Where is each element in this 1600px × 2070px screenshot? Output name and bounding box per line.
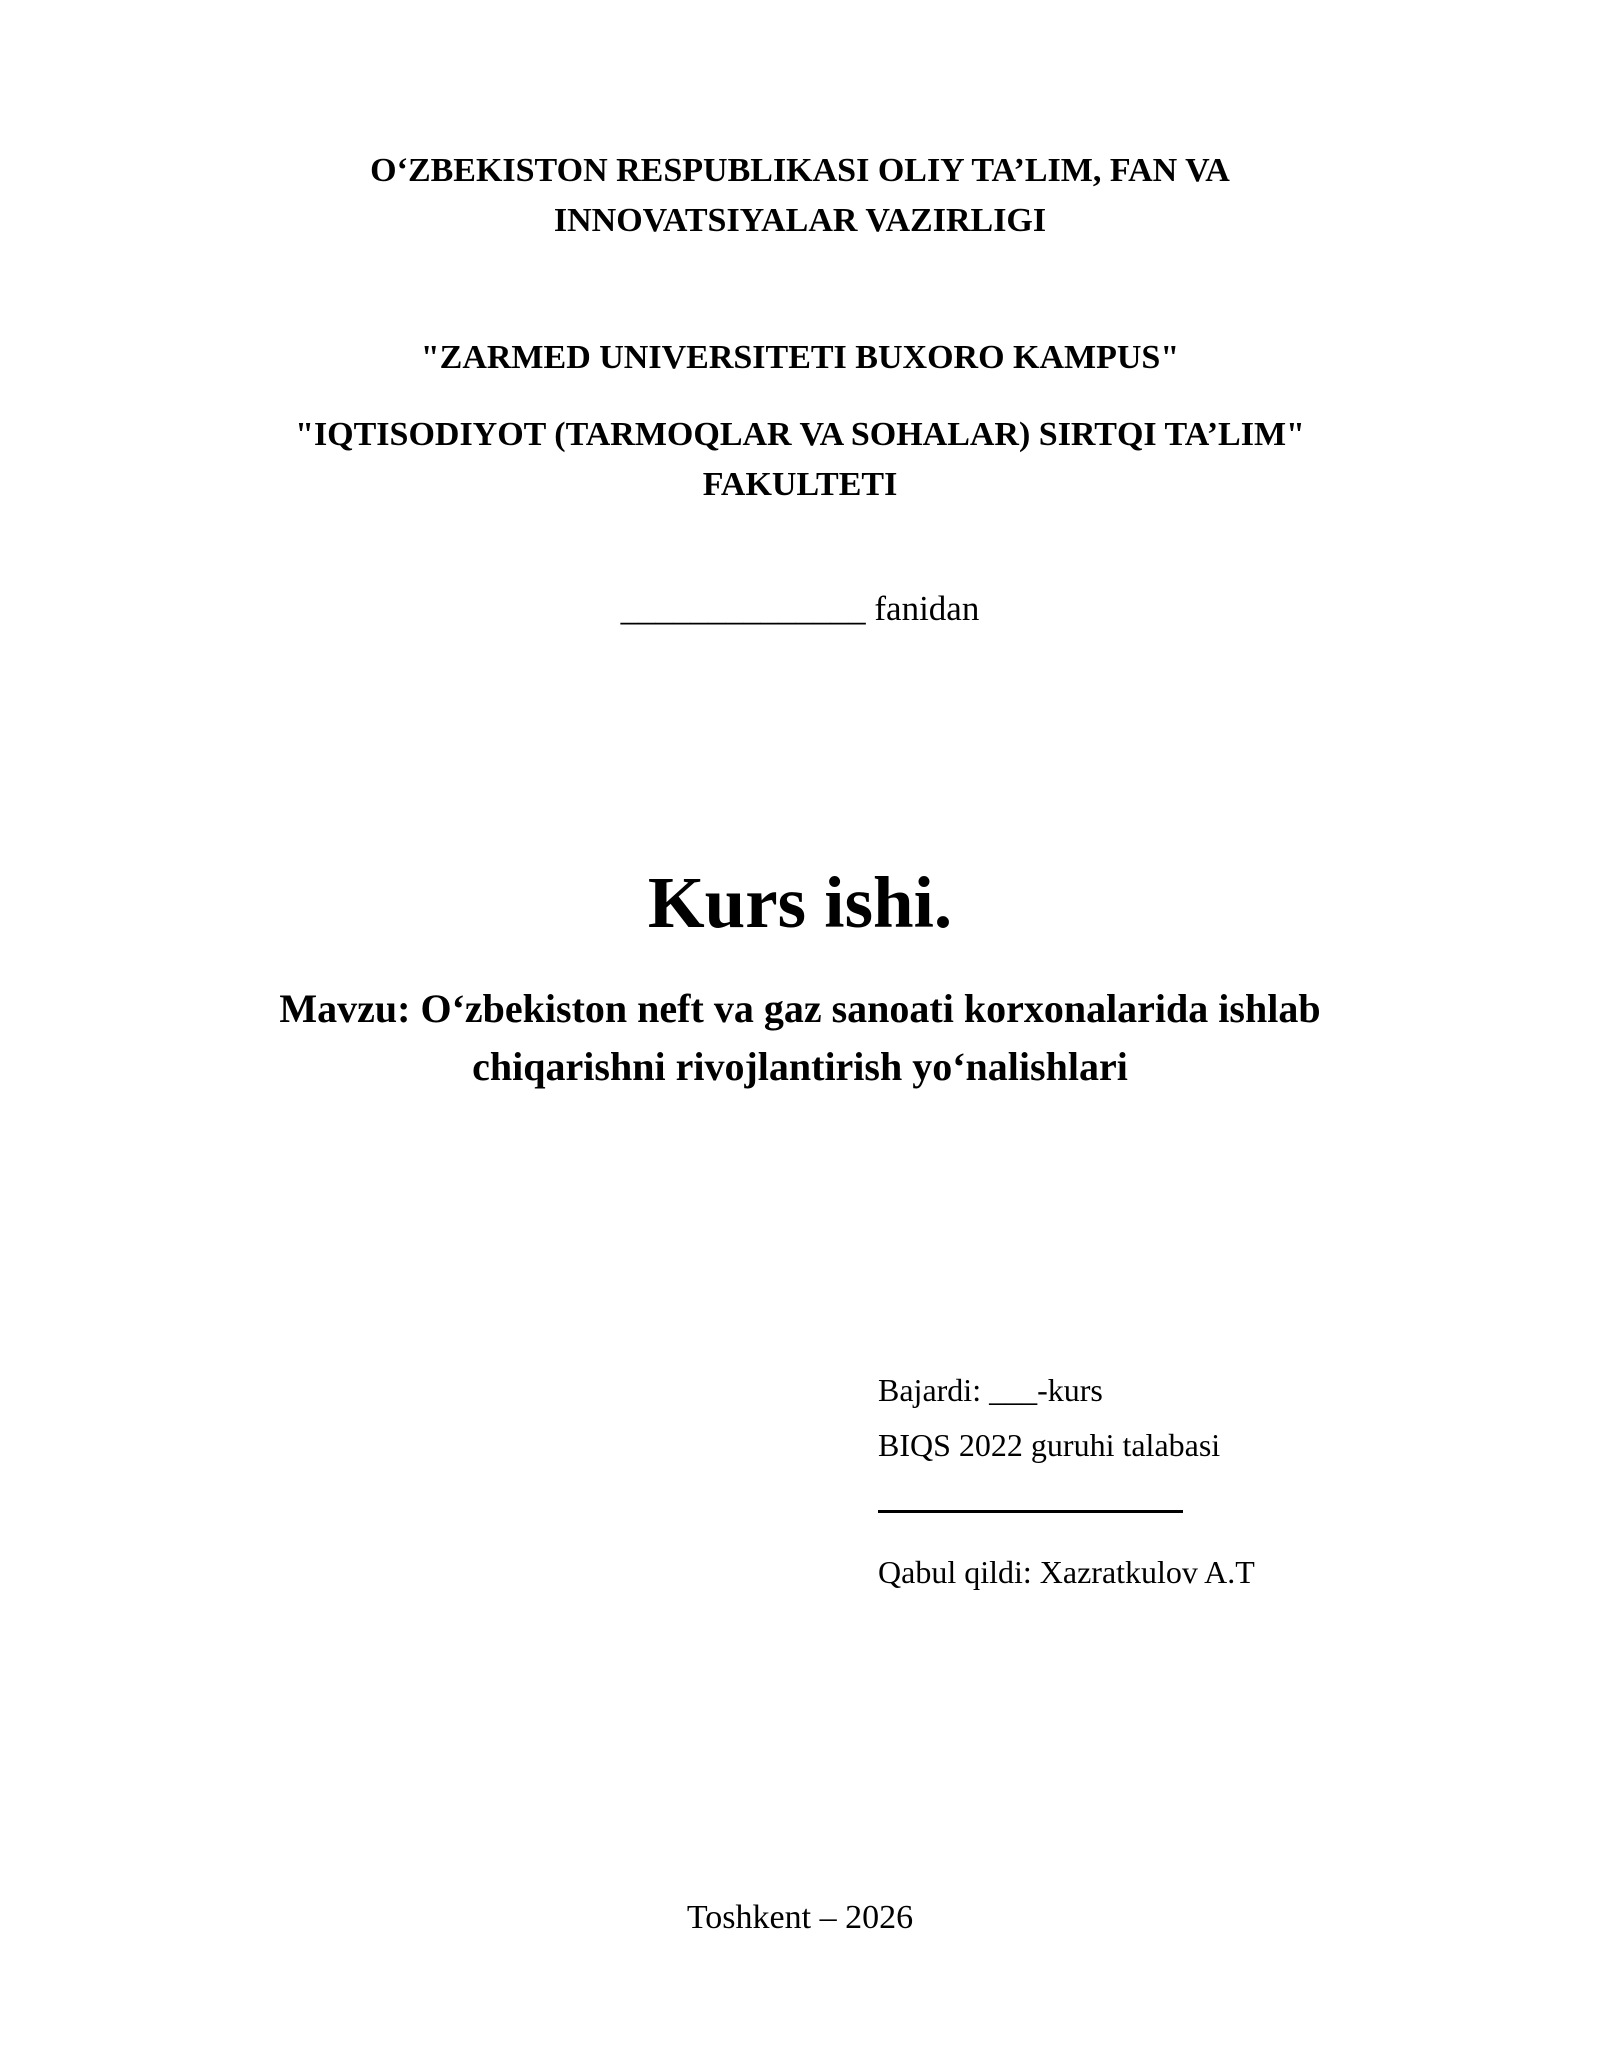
place-year: Toshkent – 2026 [686,1899,914,1936]
topic-heading [0,980,1600,1096]
subject-line: ______________ fanidan [620,589,980,628]
ministry-heading [0,146,1600,246]
faculty-name-line-2: FAKULTETI [702,466,898,503]
signature-line [878,1510,1183,1513]
accepted-by: Qabul qildi: Xazratkulov A.T [878,1554,1255,1590]
faculty-name-line-1: "IQTISODIYOT (TARMOQLAR VA SOHALAR) SIRTQI TA’LIM" [295,416,1305,453]
topic-heading-line-1: Mavzu: O‘zbekiston neft va gaz sanoati korxonalarida ishlab [279,986,1321,1031]
ministry-heading-line-1: O‘ZBEKISTON RESPUBLIKASI OLIY TA’LIM, FAN VA [370,152,1230,189]
ministry-heading-line-2: INNOVATSIYALAR VAZIRLIGI [553,202,1047,239]
document-title: Kurs ishi. [647,862,953,943]
topic-heading-line-2: chiqarishni rivojlantirish yo‘nalishlari [472,1044,1128,1089]
university-name: "ZARMED UNIVERSITETI BUXORO KAMPUS" [420,339,1180,376]
faculty-name [0,410,1600,510]
student-group: BIQS 2022 guruhi talabasi [878,1427,1221,1463]
performed-by: Bajardi: ___-kurs [878,1372,1103,1408]
